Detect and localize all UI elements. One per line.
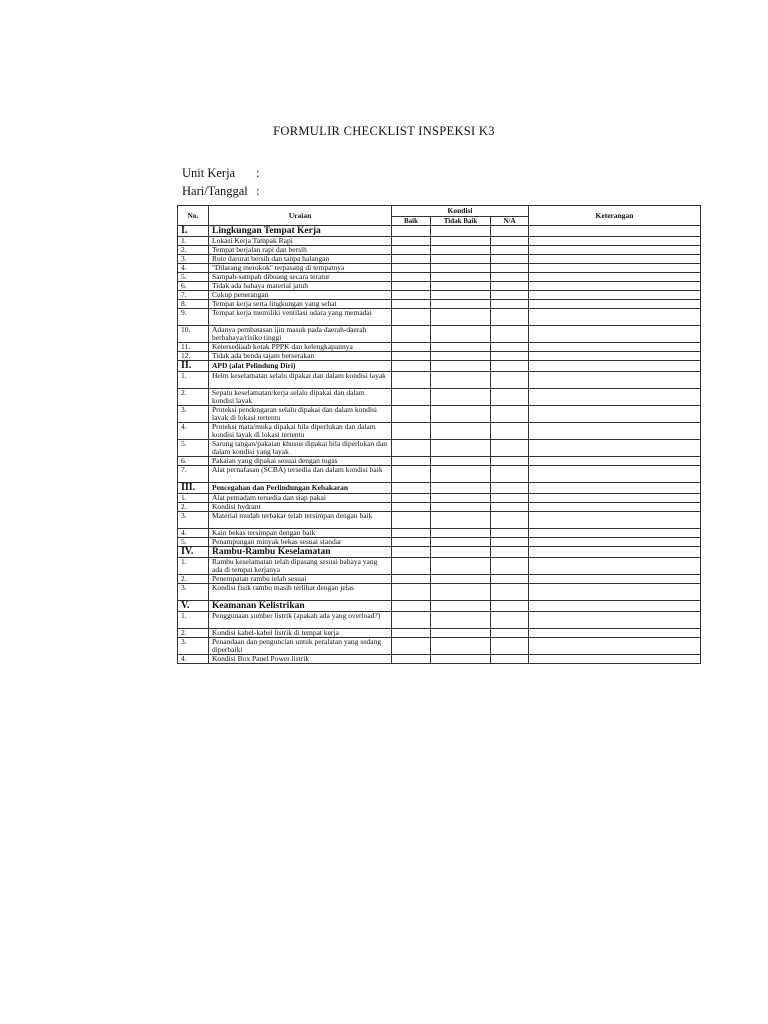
tidak-baik-cell [431,440,491,457]
item-description: Ketersediaab kotak PPPK dan kelengkapannya [209,343,392,352]
checklist-row [178,440,701,457]
header-na: N/A [491,217,529,226]
tidak-baik-cell [431,343,491,352]
item-number: 3. [178,255,209,264]
baik-cell [392,343,431,352]
baik-cell [392,423,431,440]
item-description: Kondisi kabel-kabel listrik di tempat kerja [209,629,392,638]
item-description: Penggunaan sumber listrik (apakah ada yang overload?) [209,612,392,629]
keterangan-cell [529,466,701,483]
item-description: Sarung tangan/pakaian khusus dipakai bila diperlukan dan dalam kondisi yang layak [209,440,392,457]
tidak-baik-cell [431,255,491,264]
na-cell [491,584,529,601]
keterangan-cell [529,494,701,503]
checklist-table [177,205,701,664]
na-cell [491,237,529,246]
baik-cell [392,601,431,612]
baik-cell [392,529,431,538]
tidak-baik-cell [431,655,491,664]
baik-cell [392,457,431,466]
item-number: 4. [178,264,209,273]
baik-cell [392,638,431,655]
keterangan-cell [529,246,701,255]
na-cell [491,483,529,494]
keterangan-cell [529,237,701,246]
section-number: V. [178,601,209,612]
item-description: Alat pemadam tersedia dan siap pakai [209,494,392,503]
item-description: Sampah-sampah dibuang secara teratur [209,273,392,282]
na-cell [491,246,529,255]
hari-tanggal-field [182,184,259,199]
keterangan-cell [529,575,701,584]
item-description: Kondisi fisik rambu masih terlihat dengan jelas [209,584,392,601]
checklist-row [178,273,701,282]
checklist-row [178,503,701,512]
item-description: Cukup penerangan [209,291,392,300]
checklist-row [178,343,701,352]
tidak-baik-cell [431,575,491,584]
header-keterangan: Keterangan [529,206,701,226]
keterangan-cell [529,326,701,343]
checklist-row [178,372,701,389]
section-number: I. [178,226,209,237]
unit-kerja-colon: : [256,166,260,180]
checklist-row [178,406,701,423]
na-cell [491,575,529,584]
tidak-baik-cell [431,612,491,629]
keterangan-cell [529,255,701,264]
item-number: 7. [178,466,209,483]
item-number: 1. [178,612,209,629]
na-cell [491,529,529,538]
checklist-row [178,629,701,638]
baik-cell [392,300,431,309]
keterangan-cell [529,309,701,326]
na-cell [491,226,529,237]
keterangan-cell [529,547,701,558]
tidak-baik-cell [431,494,491,503]
na-cell [491,282,529,291]
keterangan-cell [529,584,701,601]
checklist-row [178,282,701,291]
checklist-row [178,309,701,326]
checklist-row [178,612,701,629]
item-description: Alat pernafasan (SCBA) tersedia dan dalam kondisi baik [209,466,392,483]
item-description: Penandaan dan penguncian untuk peralatan yang sedang diperbaiki [209,638,392,655]
na-cell [491,494,529,503]
baik-cell [392,466,431,483]
item-number: 12. [178,352,209,361]
na-cell [491,638,529,655]
tidak-baik-cell [431,512,491,529]
na-cell [491,352,529,361]
checklist-row [178,246,701,255]
baik-cell [392,309,431,326]
section-title: Pencegahan dan Perlindungan Kebakaran [209,483,392,494]
item-number: 3. [178,584,209,601]
tidak-baik-cell [431,309,491,326]
header-uraian: Uraian [209,206,392,226]
item-description: Tidak ada bahaya material jatuh [209,282,392,291]
item-number: 4. [178,529,209,538]
tidak-baik-cell [431,246,491,255]
item-number: 2. [178,246,209,255]
tidak-baik-cell [431,300,491,309]
checklist-row [178,300,701,309]
baik-cell [392,406,431,423]
tidak-baik-cell [431,638,491,655]
item-number: 4. [178,423,209,440]
item-number: 1. [178,558,209,575]
na-cell [491,629,529,638]
item-number: 2. [178,629,209,638]
tidak-baik-cell [431,483,491,494]
na-cell [491,655,529,664]
item-number: 5. [178,273,209,282]
na-cell [491,361,529,372]
na-cell [491,309,529,326]
item-number: 5. [178,440,209,457]
section-row [178,483,701,494]
item-description: "Dilarang merokok" terpasang di tempatnya [209,264,392,273]
na-cell [491,612,529,629]
tidak-baik-cell [431,601,491,612]
item-description: Pakaian yang dipakai sesuai dengan tugas [209,457,392,466]
tidak-baik-cell [431,584,491,601]
na-cell [491,440,529,457]
baik-cell [392,483,431,494]
checklist-row [178,352,701,361]
keterangan-cell [529,655,701,664]
item-number: 8. [178,300,209,309]
item-description: Adanya pembatasan ijin masuk pada daerah-daerah berbahaya/risiko tinggi [209,326,392,343]
item-number: 2. [178,389,209,406]
checklist-row [178,423,701,440]
item-description: Tidak ada benda tajam berserakan [209,352,392,361]
tidak-baik-cell [431,326,491,343]
checklist-row [178,326,701,343]
section-title: APD (alat Pelindung Diri) [209,361,392,372]
keterangan-cell [529,226,701,237]
item-number: 7. [178,291,209,300]
keterangan-cell [529,406,701,423]
na-cell [491,406,529,423]
section-number: II. [178,361,209,372]
section-title: Keamanan Kelistrikan [209,601,392,612]
keterangan-cell [529,512,701,529]
item-description: Lokasi Kerja Tampak Rapi [209,237,392,246]
tidak-baik-cell [431,291,491,300]
tidak-baik-cell [431,372,491,389]
tidak-baik-cell [431,273,491,282]
section-title: Rambu-Rambu Keselamatan [209,547,392,558]
checklist-row [178,264,701,273]
item-description: Tempat berjalan rapi dan bersih [209,246,392,255]
item-description: Kondisi Box Panel Power listrik [209,655,392,664]
keterangan-cell [529,558,701,575]
item-number: 6. [178,282,209,291]
na-cell [491,273,529,282]
checklist-row [178,529,701,538]
section-row [178,361,701,372]
na-cell [491,372,529,389]
item-number: 3. [178,512,209,529]
form-title: FORMULIR CHECKLIST INSPEKSI K3 [273,124,495,138]
section-number: III. [178,483,209,494]
checklist-row [178,457,701,466]
item-number: 1. [178,237,209,246]
item-number: 4. [178,655,209,664]
keterangan-cell [529,389,701,406]
tidak-baik-cell [431,558,491,575]
checklist-row [178,389,701,406]
item-number: 6. [178,457,209,466]
header-kondisi: Kondisi [392,206,529,217]
keterangan-cell [529,282,701,291]
keterangan-cell [529,300,701,309]
na-cell [491,291,529,300]
section-number: IV. [178,547,209,558]
keterangan-cell [529,343,701,352]
item-description: Kain bekas tersimpan dengan baik [209,529,392,538]
item-number: 1. [178,372,209,389]
keterangan-cell [529,503,701,512]
keterangan-cell [529,612,701,629]
keterangan-cell [529,291,701,300]
checklist-row [178,466,701,483]
tidak-baik-cell [431,629,491,638]
checklist-row [178,291,701,300]
unit-kerja-field [182,166,259,181]
item-description: Tempat kerja serta lingkungan yang sehat [209,300,392,309]
tidak-baik-cell [431,237,491,246]
na-cell [491,255,529,264]
checklist-row [178,638,701,655]
tidak-baik-cell [431,466,491,483]
keterangan-cell [529,483,701,494]
baik-cell [392,352,431,361]
baik-cell [392,440,431,457]
na-cell [491,547,529,558]
baik-cell [392,538,431,547]
checklist-body [178,226,701,664]
na-cell [491,300,529,309]
na-cell [491,503,529,512]
baik-cell [392,291,431,300]
item-number: 3. [178,406,209,423]
checklist-row [178,512,701,529]
section-row [178,226,701,237]
item-description: Sepatu keselamatan/kerja selalu dipakai dan dalam kondisi layak [209,389,392,406]
checklist-row [178,494,701,503]
checklist-row [178,255,701,264]
baik-cell [392,264,431,273]
item-description: Penampungan minyak bekas sesuai standar [209,538,392,547]
item-number: 11. [178,343,209,352]
header-no: No. [178,206,209,226]
tidak-baik-cell [431,503,491,512]
keterangan-cell [529,601,701,612]
section-row [178,547,701,558]
checklist-row [178,575,701,584]
keterangan-cell [529,423,701,440]
tidak-baik-cell [431,406,491,423]
baik-cell [392,226,431,237]
keterangan-cell [529,273,701,282]
keterangan-cell [529,440,701,457]
keterangan-cell [529,638,701,655]
tidak-baik-cell [431,538,491,547]
item-number: 9. [178,309,209,326]
baik-cell [392,282,431,291]
item-description: Tempat kerja memiliki ventilasi udara yang memadai [209,309,392,326]
na-cell [491,466,529,483]
item-description: Rambu keselamatan telah dipasang sesuai bahaya yang ada di tempat kerjanya [209,558,392,575]
na-cell [491,457,529,466]
baik-cell [392,494,431,503]
tidak-baik-cell [431,361,491,372]
item-description: Proteksi mata/muka dipakai bila diperlukan dan dalam kondisi layak di lokasi tertentu [209,423,392,440]
keterangan-cell [529,457,701,466]
checklist-row [178,584,701,601]
tidak-baik-cell [431,547,491,558]
keterangan-cell [529,372,701,389]
tidak-baik-cell [431,352,491,361]
na-cell [491,512,529,529]
baik-cell [392,612,431,629]
na-cell [491,389,529,406]
item-description: Helm keselamatan selalu dipakai dan dalam kondisi layak [209,372,392,389]
item-number: 5. [178,538,209,547]
checklist-row [178,558,701,575]
item-number: 1. [178,494,209,503]
na-cell [491,601,529,612]
baik-cell [392,503,431,512]
na-cell [491,423,529,440]
item-number: 2. [178,503,209,512]
baik-cell [392,655,431,664]
tidak-baik-cell [431,457,491,466]
item-number: 2. [178,575,209,584]
baik-cell [392,512,431,529]
baik-cell [392,273,431,282]
keterangan-cell [529,352,701,361]
tidak-baik-cell [431,282,491,291]
baik-cell [392,361,431,372]
baik-cell [392,629,431,638]
header-tidak-baik: Tidak Baik [431,217,491,226]
unit-kerja-label: Unit Kerja [182,166,236,180]
baik-cell [392,255,431,264]
tidak-baik-cell [431,529,491,538]
keterangan-cell [529,264,701,273]
hari-tanggal-label: Hari/Tanggal [182,184,248,198]
item-description: Rute darurat bersih dan tanpa halangan [209,255,392,264]
tidak-baik-cell [431,226,491,237]
baik-cell [392,372,431,389]
item-number: 3. [178,638,209,655]
baik-cell [392,237,431,246]
baik-cell [392,584,431,601]
header-baik: Baik [392,217,431,226]
na-cell [491,538,529,547]
checklist-row [178,655,701,664]
keterangan-cell [529,629,701,638]
keterangan-cell [529,361,701,372]
item-description: Kondisi hydrant [209,503,392,512]
baik-cell [392,575,431,584]
hari-tanggal-colon: : [256,184,260,198]
item-description: Proteksi pendengaran selalu dipakai dan dalam kondisi layak di lokasi tertentu [209,406,392,423]
checklist-row [178,237,701,246]
keterangan-cell [529,529,701,538]
section-title: Lingkungan Tempat Kerja [209,226,392,237]
baik-cell [392,547,431,558]
tidak-baik-cell [431,264,491,273]
na-cell [491,264,529,273]
baik-cell [392,246,431,255]
baik-cell [392,326,431,343]
keterangan-cell [529,538,701,547]
item-number: 10. [178,326,209,343]
item-description: Penempatan rambu telah sesuai [209,575,392,584]
tidak-baik-cell [431,389,491,406]
baik-cell [392,558,431,575]
na-cell [491,326,529,343]
tidak-baik-cell [431,423,491,440]
na-cell [491,343,529,352]
section-row [178,601,701,612]
item-description: Material mudah terbakar telah tersimpan dengan baik [209,512,392,529]
checklist-row [178,538,701,547]
na-cell [491,558,529,575]
baik-cell [392,389,431,406]
